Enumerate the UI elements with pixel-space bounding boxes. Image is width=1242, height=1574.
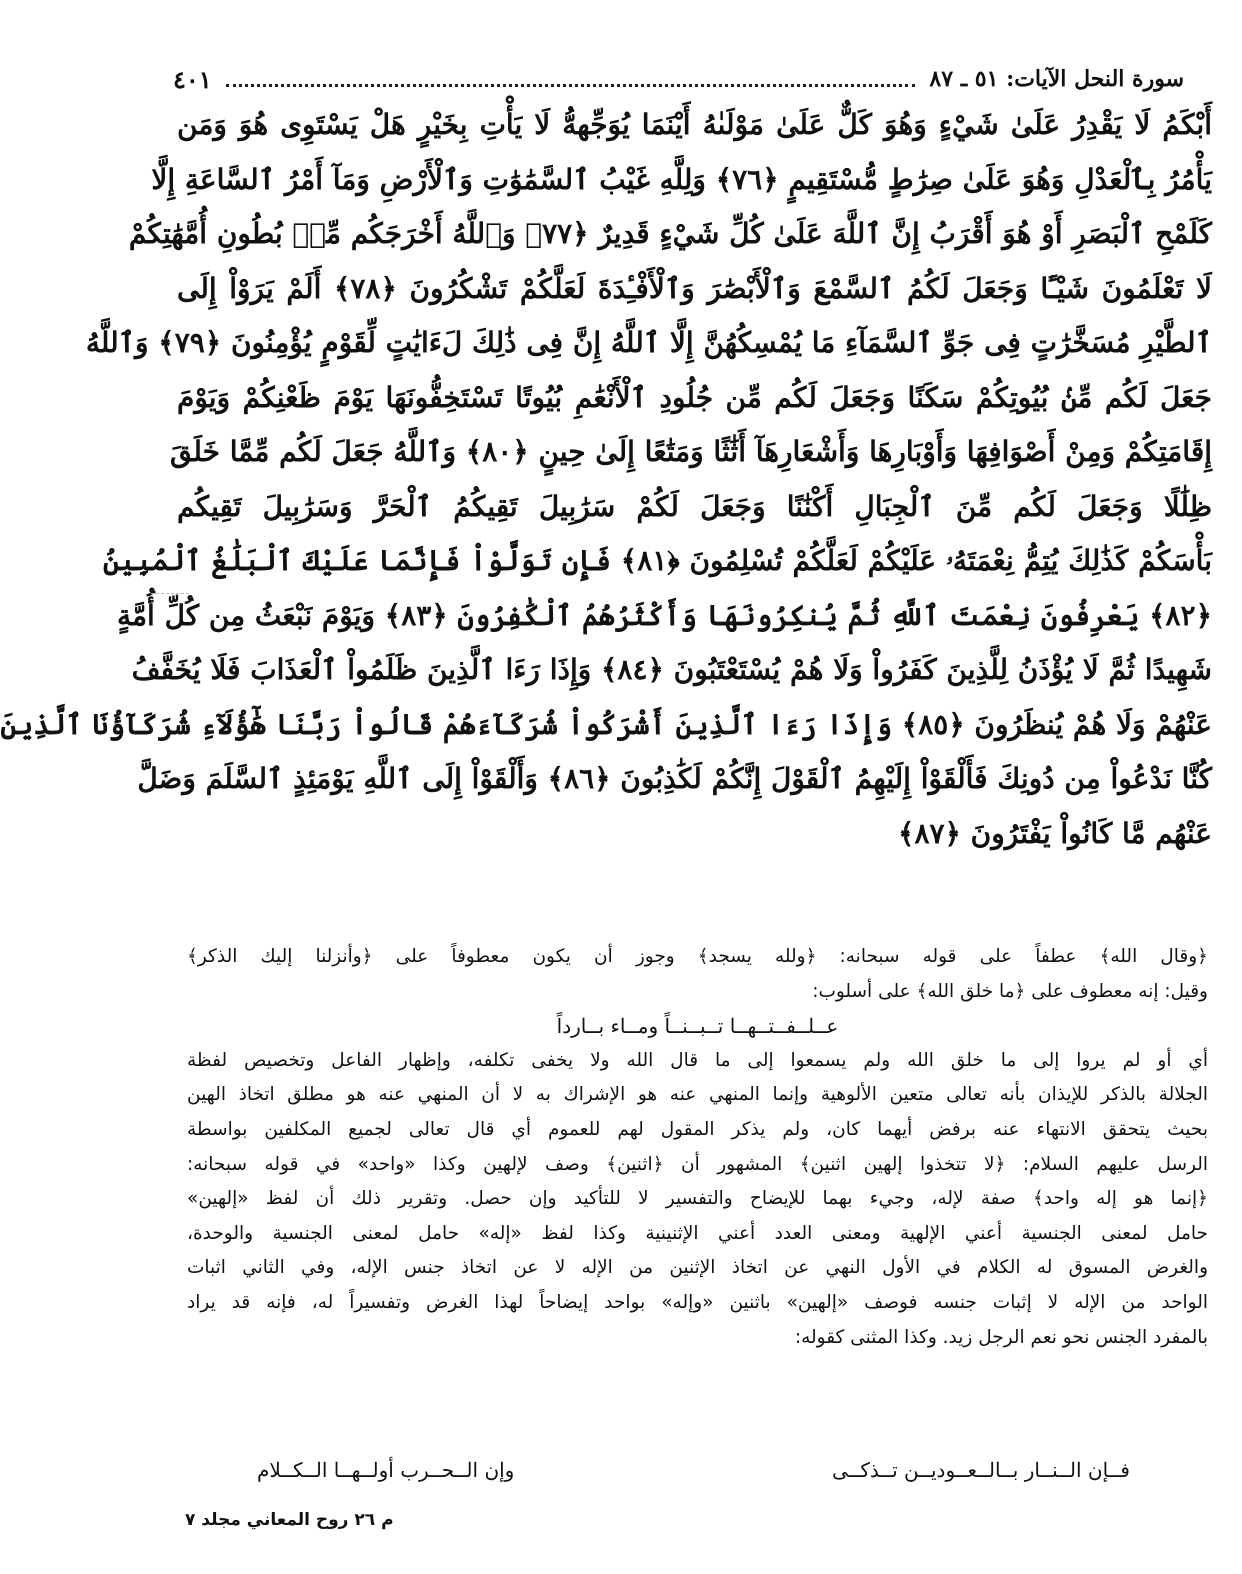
- commentary-block: [187, 940, 1208, 1355]
- quran-line: عَنْهُمْ وَلَا هُمْ يُنظَرُونَ ﴿٨٥﴾ وَإِذَا رَءَا ٱلَّذِينَ أَشْرَكُواْ شُرَكَآءَهُمْ قَالُواْ رَبَّنَا هَٰٓؤُلَآءِ شُرَكَآؤُنَا ٱلَّذِينَ: [0, 707, 1212, 741]
- quran-line: ﴿٨٢﴾ يَعْرِفُونَ نِعْمَتَ ٱللَّهِ ثُمَّ يُنكِرُونَهَا وَأَكْثَرُهُمُ ٱلْكَٰفِرُونَ ﴿٨٣﴾ وَيَوْمَ نَبْعَثُ مِن كُلِّ أُمَّةٍ: [117, 598, 1212, 632]
- commentary-line: بالمفرد الجنس نحو نعم الرجل زيد. وكذا المثنى كقوله:: [794, 1326, 1208, 1348]
- scan-gutter-mark: [151, 590, 189, 594]
- quran-line: ٱلطَّيْرِ مُسَخَّرَٰتٍ فِى جَوِّ ٱلسَّمَآءِ مَا يُمْسِكُهُنَّ إِلَّا ٱللَّهُ إِنَّ فِى ذَٰلِكَ لَءَايَٰتٍ لِّقَوْمٍ يُؤْمِنُونَ ﴿٧٩﴾ وَٱللَّهُ: [85, 326, 1212, 359]
- commentary-line: ﴿وقال الله﴾ عطفاً على قوله سبحانه: ﴿ولله يسجد﴾ وجوز أن يكون معطوفاً على ﴿وأنزلنا إليك الذكر﴾: [187, 946, 1208, 967]
- commentary-line: الجلالة بالذكر للإيذان بأنه تعالى متعين الألوهية وإنما المنهي عنه هو الإشراك به لا أن المنهي عنه هو مطلق اتخاذ الهين: [187, 1084, 1208, 1106]
- signature-line: م ٢٦ روح المعاني مجلد ٧: [185, 1510, 394, 1530]
- quran-line: لَا تَعْلَمُونَ شَيْـًٔا وَجَعَلَ لَكُمُ ٱلسَّمْعَ وَٱلْأَبْصَٰرَ وَٱلْأَفْـِٔدَةَ لَعَلَّكُمْ تَشْكُرُونَ ﴿٧٨﴾ أَلَمْ يَرَوْاْ إِلَى: [177, 271, 1212, 305]
- quran-line: كُنَّا نَدْعُواْ مِن دُونِكَ فَأَلْقَوْاْ إِلَيْهِمُ ٱلْقَوْلَ إِنَّكُمْ لَكَٰذِبُونَ ﴿٨٦﴾ وَأَلْقَوْاْ إِلَى ٱللَّهِ يَوْمَئِذٍ ٱلسَّلَمَ وَضَلَّ: [137, 762, 1212, 795]
- header-leader-dots: [226, 84, 916, 87]
- quran-line: إِقَامَتِكُمْ وَمِنْ أَصْوَافِهَا وَأَوْبَارِهَا وَأَشْعَارِهَآ أَثَٰثًا وَمَتَٰعًا إِلَىٰ حِينٍ ﴿٨٠﴾ وَٱللَّهُ جَعَلَ لَكُم مِّمَّا خَلَقَ: [170, 435, 1212, 468]
- quran-line: ظِلَٰلًا وَجَعَلَ لَكُم مِّنَ ٱلْجِبَالِ أَكْنَٰنًا وَجَعَلَ لَكُمْ سَرَٰبِيلَ تَقِيكُمُ ٱلْحَرَّ وَسَرَٰبِيلَ تَقِيكُم: [177, 489, 1212, 523]
- quran-line: عَنْهُم مَّا كَانُواْ يَفْتَرُونَ ﴿٨٧﴾: [898, 816, 1212, 850]
- poem-couplet: [257, 1452, 1130, 1488]
- quran-line: أَبْكَمُ لَا يَقْدِرُ عَلَىٰ شَيْءٍ وَهُوَ كَلٌّ عَلَىٰ مَوْلَىٰهُ أَيْنَمَا يُوَجِّههُّ لَا يَأْتِ بِخَيْرٍ هَلْ يَسْتَوِى هُوَ وَمَن: [177, 108, 1212, 141]
- commentary-line: حامل لمعنى الجنسية أعني الإلهية ومعنى العدد أعني الإثنينية وكذا لفظ «إله» حامل لمعنى الجنسية والوحدة،: [187, 1222, 1208, 1244]
- commentary-line: بحيث يتحقق الانتهاء عنه برفض أيهما كان، ولم يذكر المقول لهم للعموم أي قال تعالى لجميع المكلفين بواسطة: [187, 1118, 1208, 1140]
- page-number: ٤٠١: [173, 64, 212, 94]
- quran-text-block: [0, 98, 1212, 861]
- commentary-line: والغرض المسوق له الكلام في الأول النهي عن اتخاذ الإثنين من الإله لا عن اتخاذ جنس الإله، وفي الثاني اثبات: [187, 1257, 1208, 1279]
- quran-line: شَهِيدًا ثُمَّ لَا يُؤْذَنُ لِلَّذِينَ كَفَرُواْ وَلَا هُمْ يُسْتَعْتَبُونَ ﴿٨٤﴾ وَإِذَا رَءَا ٱلَّذِينَ ظَلَمُواْ ٱلْعَذَابَ فَلَا يُخَفَّفُ: [131, 653, 1212, 686]
- poem-second-hemistich: وإن الــحــرب أولــهــا الــكــلام: [257, 1458, 515, 1482]
- commentary-line: الرسل عليهم السلام: ﴿لا تتخذوا إلهين اثنين﴾ المشهور أن ﴿اثنين﴾ وصف لإلهين وكذا «واحد» في قوله سبحانه:: [187, 1153, 1208, 1175]
- quran-line: جَعَلَ لَكُم مِّنۢ بُيُوتِكُمْ سَكَنًا وَجَعَلَ لَكُم مِّن جُلُودِ ٱلْأَنْعَٰمِ بُيُوتًا تَسْتَخِفُّونَهَا يَوْمَ ظَعْنِكُمْ وَيَوْمَ: [177, 380, 1212, 414]
- running-header: [173, 62, 1184, 96]
- commentary-line: أي أو لم يروا إلى ما خلق الله ولم يسمعوا إلى ما قال الله ولا يخفى تكلفه، وإظهار الفاعل وتخصيص لفظة: [187, 1049, 1208, 1071]
- quran-line: بَأْسَكُمْ كَذَٰلِكَ يُتِمُّ نِعْمَتَهُۥ عَلَيْكُمْ لَعَلَّكُمْ تُسْلِمُونَ ﴿٨١﴾ فَإِن تَوَلَّوْاْ فَإِنَّمَا عَلَيْكَ ٱلْبَلَٰغُ ٱلْمُبِينُ: [102, 544, 1212, 577]
- quran-line: يَأْمُرُ بِٱلْعَدْلِ وَهُوَ عَلَىٰ صِرَٰطٍ مُّسْتَقِيمٍ ﴿٧٦﴾ وَلِلَّهِ غَيْبُ ٱلسَّمَٰوَٰتِ وَٱلْأَرْضِ وَمَآ أَمْرُ ٱلسَّاعَةِ إِلَّا: [151, 162, 1212, 196]
- surah-label: سورة النحل الآيات: ٥١ ـ ٨٧: [929, 66, 1184, 92]
- poem-first-hemistich: فــإن الــنــار بــالــعــوديــن تــذكــى: [831, 1458, 1130, 1482]
- commentary-line: ﴿إنما هو إله واحد﴾ صفة لإله، وجيء بهما للإيضاح والتفسير لا للتأكيد وإن حصل. وتقرير ذلك أن لفظ «إلهين»: [187, 1188, 1208, 1210]
- commentary-line: الواحد من الإله لا إثبات جنسه فوصف «إلهين» باثنين «وإله» بواحد إيضاحاً لهذا الغرض وتفسيراً له، فإنه قد يراد: [187, 1291, 1208, 1313]
- commentary-line: وقيل: إنه معطوف على ﴿ما خلق الله﴾ على أسلوب:: [812, 980, 1208, 1002]
- quoted-verse: عــلــفــتــهــا تــبــنــاً ومــاء بــارداً: [556, 1014, 839, 1039]
- quran-line: كَلَمْحِ ٱلْبَصَرِ أَوْ هُوَ أَقْرَبُ إِنَّ ٱللَّهَ عَلَىٰ كُلِّ شَيْءٍ قَدِيرٌ ﴿٧٧﴾ وَٱللَّهُ أَخْرَجَكُم مِّنۢ بُطُونِ أُمَّهَٰتِكُمْ: [128, 217, 1212, 250]
